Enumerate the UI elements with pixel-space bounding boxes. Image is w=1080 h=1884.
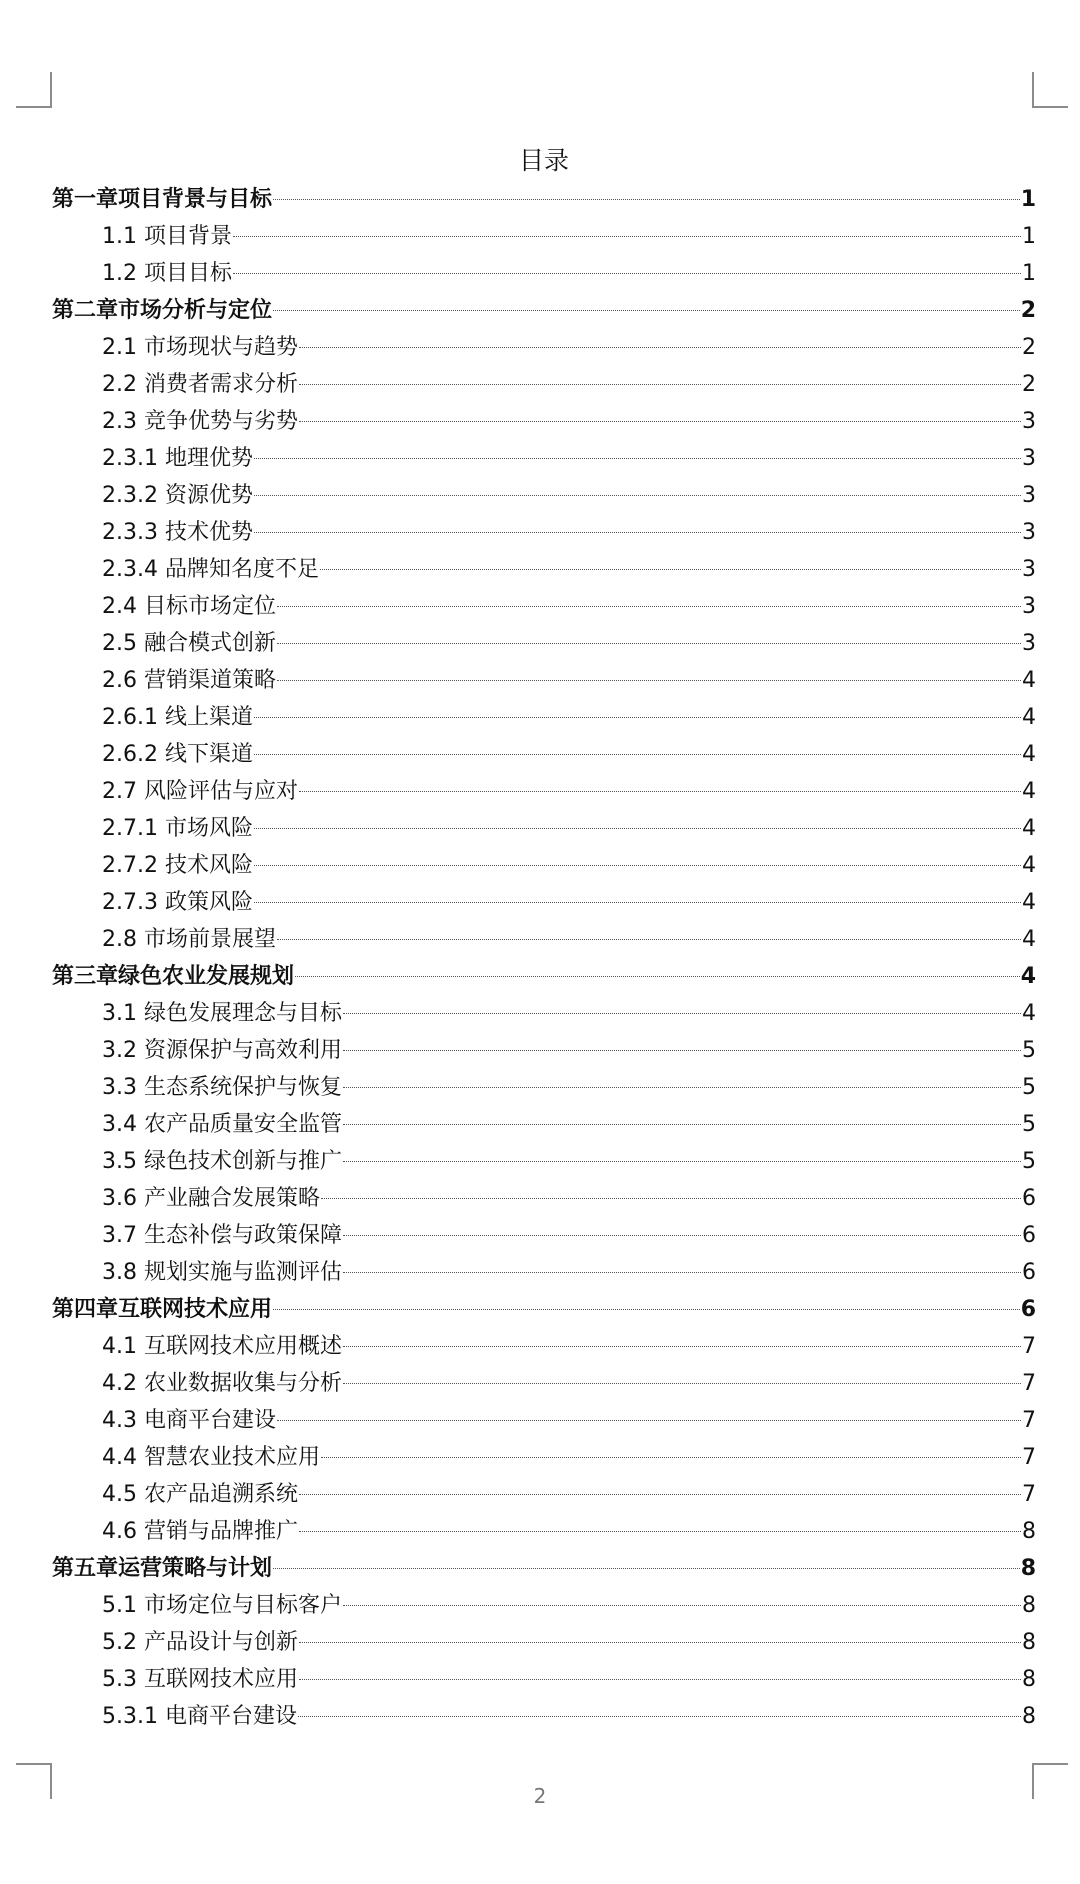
toc-entry-label: 5.3 互联网技术应用: [102, 1667, 298, 1692]
toc-entry-page: 5: [1022, 1112, 1036, 1137]
toc-dot-leader: [254, 458, 1021, 459]
toc-entry-label: 3.7 生态补偿与政策保障: [102, 1223, 342, 1248]
toc-section-entry[interactable]: [52, 773, 1036, 810]
toc-entry-page: 4: [1022, 668, 1036, 693]
toc-dot-leader: [299, 1494, 1021, 1495]
toc-dot-leader: [299, 1531, 1021, 1532]
toc-entry-label: 第二章市场分析与定位: [52, 298, 273, 323]
toc-entry-page: 8: [1022, 1667, 1036, 1692]
toc-entry-label: 2.7.3 政策风险: [102, 890, 253, 915]
toc-dot-leader: [299, 791, 1021, 792]
toc-section-entry[interactable]: [52, 588, 1036, 625]
toc-section-entry[interactable]: [52, 1106, 1036, 1143]
toc-entry-page: 4: [1022, 705, 1036, 730]
toc-entry-page: 8: [1022, 1630, 1036, 1655]
toc-dot-leader: [343, 1013, 1021, 1014]
toc-section-entry[interactable]: [52, 1180, 1036, 1217]
toc-entry-label: 2.6.1 线上渠道: [102, 705, 253, 730]
toc-entry-page: 3: [1022, 483, 1036, 508]
toc-section-entry[interactable]: [52, 699, 1036, 736]
toc-section-entry[interactable]: [52, 551, 1036, 588]
toc-dot-leader: [299, 1642, 1021, 1643]
toc-entry-page: 8: [1022, 1593, 1036, 1618]
toc-dot-leader: [343, 1124, 1021, 1125]
toc-dot-leader: [343, 1272, 1021, 1273]
toc-entry-label: 2.3 竞争优势与劣势: [102, 409, 298, 434]
toc-dot-leader: [273, 199, 1020, 200]
toc-entry-page: 8: [1020, 1556, 1036, 1581]
toc-entry-label: 2.7.1 市场风险: [102, 816, 253, 841]
toc-section-entry[interactable]: [52, 1698, 1036, 1735]
toc-entry-page: 3: [1022, 557, 1036, 582]
toc-section-entry[interactable]: [52, 1217, 1036, 1254]
toc-section-entry[interactable]: [52, 218, 1036, 255]
toc-section-entry[interactable]: [52, 1402, 1036, 1439]
toc-dot-leader: [299, 421, 1021, 422]
toc-entry-label: 2.7 风险评估与应对: [102, 779, 298, 804]
toc-entry-page: 4: [1022, 927, 1036, 952]
toc-chapter-entry[interactable]: [52, 181, 1036, 218]
toc-entry-page: 1: [1022, 224, 1036, 249]
toc-section-entry[interactable]: [52, 1476, 1036, 1513]
toc-entry-page: 6: [1022, 1223, 1036, 1248]
toc-section-entry[interactable]: [52, 995, 1036, 1032]
toc-dot-leader: [320, 569, 1021, 570]
toc-entry-label: 2.8 市场前景展望: [102, 927, 276, 952]
toc-dot-leader: [277, 939, 1021, 940]
toc-entry-page: 8: [1022, 1704, 1036, 1729]
toc-entry-page: 4: [1022, 890, 1036, 915]
toc-section-entry[interactable]: [52, 921, 1036, 958]
toc-section-entry[interactable]: [52, 366, 1036, 403]
page-number: 2: [533, 1784, 547, 1808]
toc-dot-leader: [254, 754, 1021, 755]
toc-section-entry[interactable]: [52, 1365, 1036, 1402]
toc-entry-label: 2.3.2 资源优势: [102, 483, 253, 508]
toc-section-entry[interactable]: [52, 810, 1036, 847]
toc-entry-label: 第三章绿色农业发展规划: [52, 964, 295, 989]
toc-entry-page: 7: [1022, 1334, 1036, 1359]
toc-section-entry[interactable]: [52, 662, 1036, 699]
toc-section-entry[interactable]: [52, 1439, 1036, 1476]
crop-mark-top-right: [1032, 72, 1068, 108]
toc-section-entry[interactable]: [52, 625, 1036, 662]
toc-entry-page: 3: [1022, 409, 1036, 434]
toc-dot-leader: [343, 1383, 1021, 1384]
toc-dot-leader: [321, 1198, 1021, 1199]
toc-entry-page: 1: [1020, 187, 1036, 212]
toc-entry-page: 4: [1020, 964, 1036, 989]
toc-dot-leader: [233, 273, 1021, 274]
toc-dot-leader: [343, 1161, 1021, 1162]
toc-section-entry[interactable]: [52, 1661, 1036, 1698]
toc-entry-label: 2.5 融合模式创新: [102, 631, 276, 656]
toc-dot-leader: [343, 1346, 1021, 1347]
toc-section-entry[interactable]: [52, 255, 1036, 292]
toc-entry-page: 4: [1022, 779, 1036, 804]
toc-entry-page: 5: [1022, 1075, 1036, 1100]
toc-entry-label: 3.1 绿色发展理念与目标: [102, 1001, 342, 1026]
toc-section-entry[interactable]: [52, 1513, 1036, 1550]
toc-chapter-entry[interactable]: [52, 958, 1036, 995]
toc-entry-page: 4: [1022, 816, 1036, 841]
toc-entry-page: 6: [1020, 1297, 1036, 1322]
toc-entry-page: 8: [1022, 1519, 1036, 1544]
toc-entry-label: 2.3.1 地理优势: [102, 446, 253, 471]
toc-dot-leader: [299, 347, 1021, 348]
toc-dot-leader: [321, 1457, 1021, 1458]
toc-entry-page: 2: [1022, 335, 1036, 360]
toc-section-entry[interactable]: [52, 847, 1036, 884]
toc-section-entry[interactable]: [52, 440, 1036, 477]
toc-dot-leader: [254, 717, 1021, 718]
toc-dot-leader: [298, 1716, 1021, 1717]
toc-section-entry[interactable]: [52, 1328, 1036, 1365]
toc-entry-label: 4.2 农业数据收集与分析: [102, 1371, 342, 1396]
table-of-contents: [52, 181, 1036, 1735]
toc-title: 目录: [518, 146, 569, 175]
toc-section-entry[interactable]: [52, 1069, 1036, 1106]
toc-entry-label: 4.4 智慧农业技术应用: [102, 1445, 320, 1470]
toc-entry-label: 3.4 农产品质量安全监管: [102, 1112, 342, 1137]
toc-entry-page: 5: [1022, 1038, 1036, 1063]
toc-entry-label: 4.1 互联网技术应用概述: [102, 1334, 342, 1359]
toc-entry-label: 2.3.4 品牌知名度不足: [102, 557, 319, 582]
toc-dot-leader: [277, 680, 1021, 681]
toc-entry-page: 7: [1022, 1482, 1036, 1507]
toc-entry-page: 4: [1022, 742, 1036, 767]
toc-dot-leader: [299, 1679, 1021, 1680]
toc-entry-label: 2.1 市场现状与趋势: [102, 335, 298, 360]
toc-dot-leader: [273, 1309, 1020, 1310]
toc-dot-leader: [254, 495, 1021, 496]
toc-entry-label: 5.3.1 电商平台建设: [102, 1704, 297, 1729]
toc-entry-page: 2: [1022, 372, 1036, 397]
toc-dot-leader: [277, 1420, 1021, 1421]
toc-dot-leader: [254, 532, 1021, 533]
toc-entry-label: 1.2 项目目标: [102, 261, 232, 286]
toc-entry-label: 2.6 营销渠道策略: [102, 668, 276, 693]
toc-section-entry[interactable]: [52, 884, 1036, 921]
toc-section-entry[interactable]: [52, 1254, 1036, 1291]
toc-entry-page: 3: [1022, 631, 1036, 656]
toc-chapter-entry[interactable]: [52, 1291, 1036, 1328]
toc-entry-label: 3.6 产业融合发展策略: [102, 1186, 320, 1211]
toc-entry-page: 3: [1022, 520, 1036, 545]
toc-entry-page: 4: [1022, 853, 1036, 878]
toc-dot-leader: [299, 384, 1021, 385]
toc-entry-page: 1: [1022, 261, 1036, 286]
toc-entry-label: 2.6.2 线下渠道: [102, 742, 253, 767]
toc-entry-page: 3: [1022, 446, 1036, 471]
toc-entry-label: 4.3 电商平台建设: [102, 1408, 276, 1433]
toc-entry-label: 1.1 项目背景: [102, 224, 232, 249]
toc-dot-leader: [254, 865, 1021, 866]
toc-entry-page: 7: [1022, 1445, 1036, 1470]
toc-dot-leader: [295, 976, 1020, 977]
toc-entry-label: 3.2 资源保护与高效利用: [102, 1038, 342, 1063]
toc-dot-leader: [273, 310, 1020, 311]
toc-entry-label: 4.6 营销与品牌推广: [102, 1519, 298, 1544]
toc-entry-page: 4: [1022, 1001, 1036, 1026]
toc-chapter-entry[interactable]: [52, 292, 1036, 329]
toc-section-entry[interactable]: [52, 477, 1036, 514]
toc-section-entry[interactable]: [52, 403, 1036, 440]
toc-section-entry[interactable]: [52, 1032, 1036, 1069]
toc-dot-leader: [343, 1605, 1021, 1606]
toc-entry-label: 2.4 目标市场定位: [102, 594, 276, 619]
toc-section-entry[interactable]: [52, 1143, 1036, 1180]
toc-entry-label: 3.5 绿色技术创新与推广: [102, 1149, 342, 1174]
toc-dot-leader: [254, 828, 1021, 829]
toc-entry-label: 第一章项目背景与目标: [52, 187, 273, 212]
toc-entry-label: 5.2 产品设计与创新: [102, 1630, 298, 1655]
toc-entry-page: 5: [1022, 1149, 1036, 1174]
toc-entry-label: 4.5 农产品追溯系统: [102, 1482, 298, 1507]
toc-section-entry[interactable]: [52, 514, 1036, 551]
toc-section-entry[interactable]: [52, 329, 1036, 366]
toc-dot-leader: [343, 1235, 1021, 1236]
toc-dot-leader: [277, 606, 1021, 607]
toc-entry-label: 2.7.2 技术风险: [102, 853, 253, 878]
toc-section-entry[interactable]: [52, 1587, 1036, 1624]
toc-entry-page: 7: [1022, 1408, 1036, 1433]
toc-entry-label: 3.3 生态系统保护与恢复: [102, 1075, 342, 1100]
toc-entry-label: 2.2 消费者需求分析: [102, 372, 298, 397]
toc-entry-page: 6: [1022, 1260, 1036, 1285]
toc-section-entry[interactable]: [52, 736, 1036, 773]
crop-mark-top-left: [16, 72, 52, 108]
toc-dot-leader: [343, 1050, 1021, 1051]
toc-entry-label: 第四章互联网技术应用: [52, 1297, 273, 1322]
toc-section-entry[interactable]: [52, 1624, 1036, 1661]
toc-entry-label: 3.8 规划实施与监测评估: [102, 1260, 342, 1285]
toc-dot-leader: [273, 1568, 1020, 1569]
toc-entry-page: 6: [1022, 1186, 1036, 1211]
toc-dot-leader: [277, 643, 1021, 644]
toc-entry-label: 第五章运营策略与计划: [52, 1556, 273, 1581]
toc-dot-leader: [254, 902, 1021, 903]
toc-chapter-entry[interactable]: [52, 1550, 1036, 1587]
toc-entry-page: 2: [1020, 298, 1036, 323]
toc-dot-leader: [233, 236, 1021, 237]
toc-entry-label: 5.1 市场定位与目标客户: [102, 1593, 342, 1618]
toc-entry-page: 3: [1022, 594, 1036, 619]
toc-dot-leader: [343, 1087, 1021, 1088]
toc-entry-page: 7: [1022, 1371, 1036, 1396]
toc-entry-label: 2.3.3 技术优势: [102, 520, 253, 545]
